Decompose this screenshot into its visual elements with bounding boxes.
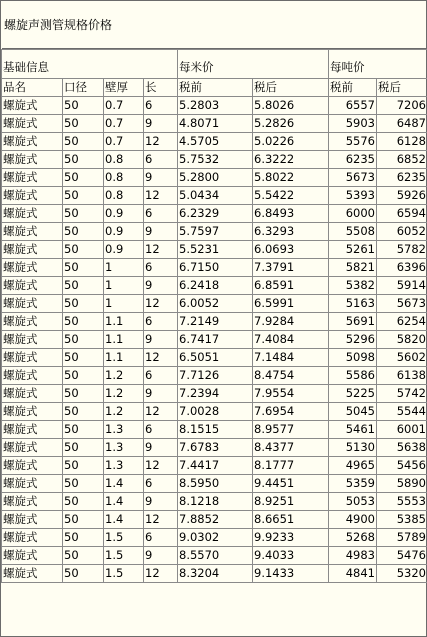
cell-thickness: 1.1	[104, 331, 144, 349]
cell-meter-aftertax: 7.1484	[253, 349, 329, 367]
cell-meter-pretax: 5.2803	[178, 97, 253, 115]
cell-thickness: 1.4	[104, 475, 144, 493]
cell-name: 螺旋式	[2, 295, 63, 313]
cell-ton-pretax: 5225	[329, 385, 377, 403]
cell-meter-pretax: 7.7126	[178, 367, 253, 385]
cell-thickness: 1.3	[104, 457, 144, 475]
cell-thickness: 1.3	[104, 421, 144, 439]
table-row	[2, 313, 427, 331]
cell-ton-aftertax: 5456	[377, 457, 427, 475]
group-per-meter: 每米价	[178, 50, 329, 79]
table-row	[2, 547, 427, 565]
cell-ton-pretax: 5691	[329, 313, 377, 331]
cell-thickness: 1	[104, 259, 144, 277]
cell-meter-aftertax: 9.4451	[253, 475, 329, 493]
group-basic-info: 基础信息	[2, 50, 178, 79]
cell-diameter: 50	[63, 313, 104, 331]
cell-meter-aftertax: 8.1777	[253, 457, 329, 475]
cell-ton-aftertax: 6594	[377, 205, 427, 223]
cell-meter-pretax: 6.2418	[178, 277, 253, 295]
sheet-title: 螺旋声测管规格价格	[2, 1, 426, 49]
cell-ton-aftertax: 5638	[377, 439, 427, 457]
cell-ton-pretax: 5673	[329, 169, 377, 187]
cell-meter-pretax: 7.0028	[178, 403, 253, 421]
cell-ton-aftertax: 5782	[377, 241, 427, 259]
cell-ton-aftertax: 5602	[377, 349, 427, 367]
cell-length: 6	[144, 529, 178, 547]
col-header-diameter: 口径	[63, 79, 104, 97]
cell-meter-aftertax: 7.6954	[253, 403, 329, 421]
col-header-meter-aftertax: 税后	[253, 79, 329, 97]
table-row	[2, 295, 427, 313]
cell-diameter: 50	[63, 565, 104, 583]
cell-thickness: 0.8	[104, 151, 144, 169]
cell-diameter: 50	[63, 277, 104, 295]
cell-thickness: 0.8	[104, 187, 144, 205]
col-header-ton-pretax: 税前	[329, 79, 377, 97]
cell-diameter: 50	[63, 97, 104, 115]
cell-meter-aftertax: 9.4033	[253, 547, 329, 565]
col-header-length: 长	[144, 79, 178, 97]
cell-name: 螺旋式	[2, 457, 63, 475]
cell-length: 6	[144, 475, 178, 493]
cell-diameter: 50	[63, 511, 104, 529]
price-table	[1, 49, 427, 583]
cell-ton-pretax: 5268	[329, 529, 377, 547]
cell-diameter: 50	[63, 403, 104, 421]
cell-ton-pretax: 5045	[329, 403, 377, 421]
cell-length: 6	[144, 151, 178, 169]
cell-thickness: 1.2	[104, 367, 144, 385]
table-row	[2, 349, 427, 367]
cell-thickness: 1.2	[104, 385, 144, 403]
cell-meter-pretax: 4.8071	[178, 115, 253, 133]
table-row	[2, 241, 427, 259]
cell-thickness: 1.5	[104, 565, 144, 583]
cell-name: 螺旋式	[2, 151, 63, 169]
cell-length: 9	[144, 439, 178, 457]
cell-name: 螺旋式	[2, 403, 63, 421]
cell-ton-aftertax: 6128	[377, 133, 427, 151]
cell-thickness: 1	[104, 295, 144, 313]
cell-name: 螺旋式	[2, 133, 63, 151]
cell-meter-aftertax: 8.4754	[253, 367, 329, 385]
column-header-row	[2, 79, 427, 97]
cell-ton-aftertax: 5789	[377, 529, 427, 547]
cell-thickness: 0.9	[104, 241, 144, 259]
cell-meter-pretax: 8.5950	[178, 475, 253, 493]
cell-thickness: 1.4	[104, 511, 144, 529]
cell-meter-aftertax: 7.3791	[253, 259, 329, 277]
cell-ton-pretax: 5393	[329, 187, 377, 205]
cell-diameter: 50	[63, 349, 104, 367]
cell-ton-pretax: 4900	[329, 511, 377, 529]
table-row	[2, 493, 427, 511]
cell-ton-pretax: 6557	[329, 97, 377, 115]
cell-length: 9	[144, 223, 178, 241]
cell-meter-aftertax: 5.0226	[253, 133, 329, 151]
cell-meter-pretax: 5.0434	[178, 187, 253, 205]
cell-name: 螺旋式	[2, 241, 63, 259]
cell-ton-aftertax: 5890	[377, 475, 427, 493]
cell-length: 12	[144, 295, 178, 313]
cell-name: 螺旋式	[2, 493, 63, 511]
cell-ton-pretax: 5359	[329, 475, 377, 493]
table-row	[2, 367, 427, 385]
cell-ton-pretax: 4965	[329, 457, 377, 475]
cell-meter-pretax: 6.5051	[178, 349, 253, 367]
cell-thickness: 1.5	[104, 547, 144, 565]
cell-ton-aftertax: 5553	[377, 493, 427, 511]
cell-meter-pretax: 8.1515	[178, 421, 253, 439]
cell-diameter: 50	[63, 223, 104, 241]
cell-meter-pretax: 5.2800	[178, 169, 253, 187]
cell-ton-pretax: 6235	[329, 151, 377, 169]
cell-ton-aftertax: 5385	[377, 511, 427, 529]
cell-ton-pretax: 6000	[329, 205, 377, 223]
cell-diameter: 50	[63, 529, 104, 547]
cell-diameter: 50	[63, 169, 104, 187]
cell-diameter: 50	[63, 331, 104, 349]
cell-meter-aftertax: 6.5991	[253, 295, 329, 313]
table-row	[2, 205, 427, 223]
cell-name: 螺旋式	[2, 277, 63, 295]
cell-diameter: 50	[63, 259, 104, 277]
cell-meter-pretax: 7.2149	[178, 313, 253, 331]
cell-diameter: 50	[63, 457, 104, 475]
cell-length: 12	[144, 187, 178, 205]
cell-meter-pretax: 6.0052	[178, 295, 253, 313]
table-row	[2, 511, 427, 529]
cell-ton-aftertax: 6254	[377, 313, 427, 331]
table-row	[2, 151, 427, 169]
cell-name: 螺旋式	[2, 115, 63, 133]
cell-meter-pretax: 5.7532	[178, 151, 253, 169]
cell-ton-aftertax: 5476	[377, 547, 427, 565]
cell-meter-pretax: 8.3204	[178, 565, 253, 583]
cell-diameter: 50	[63, 205, 104, 223]
table-row	[2, 331, 427, 349]
cell-meter-pretax: 7.8852	[178, 511, 253, 529]
cell-thickness: 0.7	[104, 115, 144, 133]
cell-diameter: 50	[63, 151, 104, 169]
cell-diameter: 50	[63, 133, 104, 151]
cell-ton-aftertax: 5673	[377, 295, 427, 313]
cell-length: 6	[144, 259, 178, 277]
table-row	[2, 187, 427, 205]
cell-diameter: 50	[63, 475, 104, 493]
cell-name: 螺旋式	[2, 547, 63, 565]
cell-thickness: 0.7	[104, 133, 144, 151]
cell-ton-pretax: 5576	[329, 133, 377, 151]
cell-ton-aftertax: 6052	[377, 223, 427, 241]
cell-ton-aftertax: 5544	[377, 403, 427, 421]
cell-thickness: 0.9	[104, 205, 144, 223]
table-row	[2, 259, 427, 277]
cell-name: 螺旋式	[2, 565, 63, 583]
cell-diameter: 50	[63, 493, 104, 511]
cell-ton-aftertax: 5820	[377, 331, 427, 349]
cell-meter-pretax: 7.6783	[178, 439, 253, 457]
cell-meter-pretax: 9.0302	[178, 529, 253, 547]
table-row	[2, 421, 427, 439]
cell-ton-aftertax: 6487	[377, 115, 427, 133]
cell-thickness: 1	[104, 277, 144, 295]
cell-ton-pretax: 5821	[329, 259, 377, 277]
cell-thickness: 1.1	[104, 349, 144, 367]
cell-diameter: 50	[63, 187, 104, 205]
cell-meter-aftertax: 7.9554	[253, 385, 329, 403]
cell-name: 螺旋式	[2, 223, 63, 241]
cell-meter-pretax: 6.2329	[178, 205, 253, 223]
cell-name: 螺旋式	[2, 313, 63, 331]
cell-ton-pretax: 4983	[329, 547, 377, 565]
cell-ton-pretax: 5261	[329, 241, 377, 259]
cell-meter-pretax: 4.5705	[178, 133, 253, 151]
col-header-thickness: 壁厚	[104, 79, 144, 97]
cell-meter-pretax: 5.7597	[178, 223, 253, 241]
cell-meter-aftertax: 8.4377	[253, 439, 329, 457]
cell-thickness: 0.8	[104, 169, 144, 187]
cell-meter-aftertax: 8.6651	[253, 511, 329, 529]
cell-name: 螺旋式	[2, 259, 63, 277]
cell-name: 螺旋式	[2, 349, 63, 367]
cell-thickness: 0.9	[104, 223, 144, 241]
cell-diameter: 50	[63, 385, 104, 403]
cell-name: 螺旋式	[2, 439, 63, 457]
cell-ton-aftertax: 5914	[377, 277, 427, 295]
table-row	[2, 475, 427, 493]
table-row	[2, 169, 427, 187]
cell-name: 螺旋式	[2, 385, 63, 403]
cell-ton-aftertax: 5320	[377, 565, 427, 583]
cell-diameter: 50	[63, 547, 104, 565]
cell-ton-pretax: 5382	[329, 277, 377, 295]
cell-diameter: 50	[63, 115, 104, 133]
cell-length: 6	[144, 421, 178, 439]
cell-length: 12	[144, 565, 178, 583]
cell-length: 12	[144, 133, 178, 151]
cell-name: 螺旋式	[2, 367, 63, 385]
cell-meter-pretax: 8.1218	[178, 493, 253, 511]
cell-meter-aftertax: 5.8026	[253, 97, 329, 115]
cell-length: 12	[144, 241, 178, 259]
cell-ton-aftertax: 7206	[377, 97, 427, 115]
cell-meter-pretax: 7.4417	[178, 457, 253, 475]
cell-name: 螺旋式	[2, 475, 63, 493]
cell-meter-aftertax: 9.9233	[253, 529, 329, 547]
cell-diameter: 50	[63, 439, 104, 457]
cell-meter-pretax: 6.7150	[178, 259, 253, 277]
cell-meter-pretax: 5.5231	[178, 241, 253, 259]
cell-ton-aftertax: 5926	[377, 187, 427, 205]
cell-name: 螺旋式	[2, 205, 63, 223]
cell-ton-aftertax: 6138	[377, 367, 427, 385]
cell-ton-aftertax: 6235	[377, 169, 427, 187]
cell-length: 9	[144, 385, 178, 403]
cell-ton-pretax: 4841	[329, 565, 377, 583]
cell-ton-aftertax: 6001	[377, 421, 427, 439]
table-row	[2, 277, 427, 295]
table-row	[2, 439, 427, 457]
cell-ton-pretax: 5508	[329, 223, 377, 241]
table-row	[2, 223, 427, 241]
cell-name: 螺旋式	[2, 169, 63, 187]
cell-length: 6	[144, 367, 178, 385]
cell-meter-aftertax: 8.9577	[253, 421, 329, 439]
cell-length: 6	[144, 205, 178, 223]
table-row	[2, 565, 427, 583]
cell-length: 12	[144, 349, 178, 367]
cell-meter-aftertax: 6.3222	[253, 151, 329, 169]
cell-meter-aftertax: 5.8022	[253, 169, 329, 187]
cell-length: 9	[144, 493, 178, 511]
cell-name: 螺旋式	[2, 187, 63, 205]
cell-ton-pretax: 5053	[329, 493, 377, 511]
cell-ton-pretax: 5296	[329, 331, 377, 349]
cell-length: 12	[144, 457, 178, 475]
cell-name: 螺旋式	[2, 421, 63, 439]
cell-length: 6	[144, 313, 178, 331]
cell-meter-pretax: 7.2394	[178, 385, 253, 403]
col-header-name: 品名	[2, 79, 63, 97]
cell-name: 螺旋式	[2, 511, 63, 529]
cell-meter-aftertax: 9.1433	[253, 565, 329, 583]
cell-length: 12	[144, 511, 178, 529]
cell-name: 螺旋式	[2, 529, 63, 547]
group-header-row	[2, 50, 427, 79]
cell-name: 螺旋式	[2, 331, 63, 349]
cell-ton-aftertax: 6396	[377, 259, 427, 277]
cell-ton-pretax: 5130	[329, 439, 377, 457]
cell-meter-aftertax: 5.5422	[253, 187, 329, 205]
col-header-meter-pretax: 税前	[178, 79, 253, 97]
cell-length: 6	[144, 97, 178, 115]
cell-ton-pretax: 5098	[329, 349, 377, 367]
table-row	[2, 457, 427, 475]
table-row	[2, 403, 427, 421]
cell-meter-aftertax: 7.9284	[253, 313, 329, 331]
cell-name: 螺旋式	[2, 97, 63, 115]
cell-diameter: 50	[63, 241, 104, 259]
cell-meter-aftertax: 8.9251	[253, 493, 329, 511]
table-body	[2, 97, 427, 583]
table-row	[2, 529, 427, 547]
cell-ton-pretax: 5461	[329, 421, 377, 439]
cell-length: 9	[144, 115, 178, 133]
group-per-ton: 每吨价	[329, 50, 427, 79]
cell-meter-pretax: 6.7417	[178, 331, 253, 349]
cell-meter-aftertax: 6.3293	[253, 223, 329, 241]
table-row	[2, 97, 427, 115]
cell-length: 9	[144, 169, 178, 187]
cell-diameter: 50	[63, 421, 104, 439]
cell-thickness: 1.3	[104, 439, 144, 457]
cell-meter-aftertax: 6.8493	[253, 205, 329, 223]
cell-meter-aftertax: 6.8591	[253, 277, 329, 295]
cell-meter-aftertax: 5.2826	[253, 115, 329, 133]
cell-thickness: 1.2	[104, 403, 144, 421]
cell-thickness: 0.7	[104, 97, 144, 115]
cell-length: 9	[144, 277, 178, 295]
cell-ton-aftertax: 5742	[377, 385, 427, 403]
cell-ton-pretax: 5903	[329, 115, 377, 133]
cell-thickness: 1.5	[104, 529, 144, 547]
cell-meter-aftertax: 7.4084	[253, 331, 329, 349]
col-header-ton-aftertax: 税后	[377, 79, 427, 97]
cell-thickness: 1.4	[104, 493, 144, 511]
cell-ton-pretax: 5586	[329, 367, 377, 385]
cell-diameter: 50	[63, 367, 104, 385]
cell-meter-aftertax: 6.0693	[253, 241, 329, 259]
cell-thickness: 1.1	[104, 313, 144, 331]
table-row	[2, 133, 427, 151]
cell-length: 12	[144, 403, 178, 421]
table-row	[2, 385, 427, 403]
cell-length: 9	[144, 331, 178, 349]
cell-diameter: 50	[63, 295, 104, 313]
table-row	[2, 115, 427, 133]
cell-meter-pretax: 8.5570	[178, 547, 253, 565]
cell-length: 9	[144, 547, 178, 565]
cell-ton-pretax: 5163	[329, 295, 377, 313]
cell-ton-aftertax: 6852	[377, 151, 427, 169]
